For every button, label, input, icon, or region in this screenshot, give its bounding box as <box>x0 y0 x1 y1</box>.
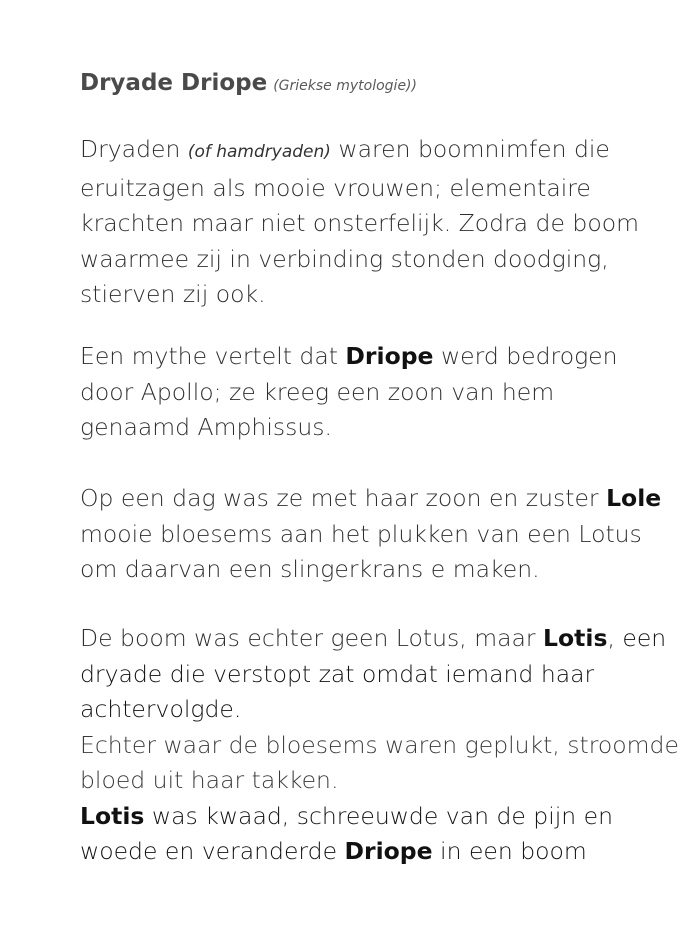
paragraph-line <box>80 834 680 870</box>
paragraph-line: stierven zij ook. <box>80 280 266 308</box>
bold-name: Lotis <box>80 801 145 830</box>
paragraph-line <box>80 799 680 835</box>
italic-text: (of hamdryaden) <box>187 142 331 162</box>
text-span: werd bedrogen <box>433 342 618 370</box>
text-span: Dryaden <box>80 135 188 163</box>
paragraph-line: bloed uit haar takken. <box>80 766 339 794</box>
paragraph-line: genaamd Amphissus. <box>80 413 332 441</box>
text-span: Op een dag was ze met haar zoon en zuster <box>80 484 607 512</box>
text-span: Een mythe vertelt dat <box>80 342 346 370</box>
text-span: was kwaad, schreeuwde van de pijn en <box>144 801 613 830</box>
paragraph-line: eruitzagen als mooie vrouwen; elementaire <box>80 173 591 202</box>
text-span: , een <box>607 624 667 652</box>
paragraph-day <box>80 481 680 588</box>
paragraph-line: Echter waar de bloesems waren geplukt, stroomde <box>80 730 679 759</box>
title-line <box>80 70 417 96</box>
text-span: De boom was echter geen Lotus, maar <box>80 624 544 652</box>
bold-name: Lole <box>606 484 662 512</box>
bold-name: Driope <box>344 837 433 865</box>
paragraph-line: mooie bloesems aan het plukken van een Lotus <box>80 519 642 548</box>
page-title: Dryade Driope <box>80 70 268 96</box>
page-subtitle: (Griekse mytologie)) <box>273 78 417 94</box>
text-span: waren boomnimfen die <box>330 135 610 163</box>
paragraph-line: dryade die verstopt zat omdat iemand haar <box>80 659 595 688</box>
paragraph-line <box>80 132 680 171</box>
bold-name: Lotis <box>543 624 608 652</box>
paragraph-lotis <box>80 621 680 870</box>
paragraph-line: waarmee zij in verbinding stonden doodging, <box>80 244 609 273</box>
paragraph-myth <box>80 339 680 446</box>
paragraph-line <box>80 339 680 375</box>
text-span: woede en veranderde <box>80 837 345 865</box>
paragraph-line <box>80 621 680 657</box>
paragraph-line: om daarvan een slingerkrans e maken. <box>80 555 540 583</box>
paragraph-dryads <box>80 132 680 313</box>
paragraph-line: door Apollo; ze kreeg een zoon van hem <box>80 377 555 406</box>
paragraph-line: krachten maar niet onsterfelijk. Zodra de boom <box>80 209 639 237</box>
paragraph-line <box>80 481 680 517</box>
text-span: in een boom <box>432 837 587 865</box>
paragraph-line: achtervolgde. <box>80 695 242 723</box>
bold-name: Driope <box>345 342 434 370</box>
